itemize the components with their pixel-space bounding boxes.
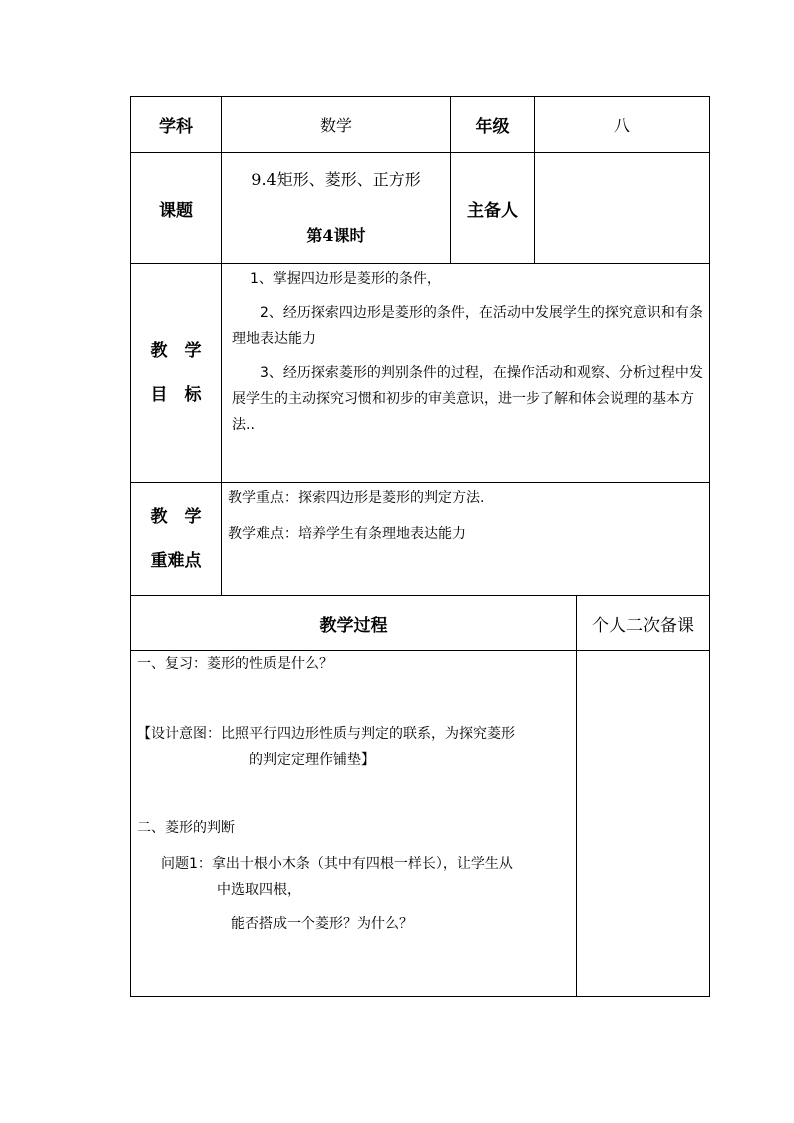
key-points-label-line1: 教 学 bbox=[150, 507, 202, 527]
goal-item: 3、经历探索菱形的判别条件的过程，在操作活动和观察、分析过程中发展学生的主动探究习惯和初步的审美意识，进一步了解和体会说理的基本方法.. bbox=[232, 365, 703, 433]
grade-label: 年级 bbox=[451, 97, 535, 153]
question1-line2: 中选取四根， bbox=[217, 882, 301, 898]
section-rhombus-judgement: 二、菱形的判断 bbox=[137, 820, 235, 836]
question1-line3: 能否搭成一个菱形？为什么？ bbox=[231, 916, 413, 932]
header-row bbox=[131, 97, 710, 153]
goals-label-line1: 教 学 bbox=[150, 341, 202, 361]
personal-notes-area bbox=[577, 651, 710, 997]
process-title: 教学过程 bbox=[131, 596, 577, 651]
key-points-content bbox=[222, 483, 710, 596]
topic-cell bbox=[222, 153, 451, 264]
topic-row bbox=[131, 153, 710, 264]
preparer-value bbox=[535, 153, 710, 264]
design-intent-line2: 的判定定理作铺垫】 bbox=[249, 752, 375, 768]
personal-notes-title: 个人二次备课 bbox=[577, 596, 710, 651]
review-question: 一、复习：菱形的性质是什么？ bbox=[137, 656, 333, 672]
goals-label-line2: 目 标 bbox=[150, 385, 202, 405]
teaching-difficulty: 教学难点：培养学生有条理地表达能力 bbox=[228, 526, 466, 542]
process-body-row bbox=[131, 651, 710, 997]
goal-item: 2、经历探索四边形是菱形的条件，在活动中发展学生的探究意识和有条理地表达能力 bbox=[232, 305, 703, 347]
question1-line1: 问题1：拿出十根小木条（其中有四根一样长），让学生从 bbox=[161, 856, 513, 872]
subject-value: 数学 bbox=[222, 97, 451, 153]
subject-label: 学科 bbox=[131, 97, 222, 153]
topic-lesson: 第4课时 bbox=[306, 226, 366, 245]
process-header-row bbox=[131, 596, 710, 651]
teaching-focus: 教学重点：探索四边形是菱形的判定方法. bbox=[228, 490, 485, 506]
design-intent-line1: 【设计意图：比照平行四边形性质与判定的联系，为探究菱形 bbox=[137, 726, 515, 742]
grade-value: 八 bbox=[535, 97, 710, 153]
key-points-label bbox=[131, 483, 222, 596]
topic-title: 9.4矩形、菱形、正方形 bbox=[251, 170, 421, 189]
lesson-plan-table bbox=[130, 96, 710, 997]
key-points-row bbox=[131, 483, 710, 596]
goal-item: 1、掌握四边形是菱形的条件， bbox=[250, 271, 441, 287]
goals-label bbox=[131, 264, 222, 483]
goals-content bbox=[222, 264, 710, 483]
process-content bbox=[131, 651, 577, 997]
topic-label: 课题 bbox=[131, 153, 222, 264]
key-points-label-line2: 重难点 bbox=[150, 551, 202, 571]
goals-row bbox=[131, 264, 710, 483]
preparer-label: 主备人 bbox=[451, 153, 535, 264]
